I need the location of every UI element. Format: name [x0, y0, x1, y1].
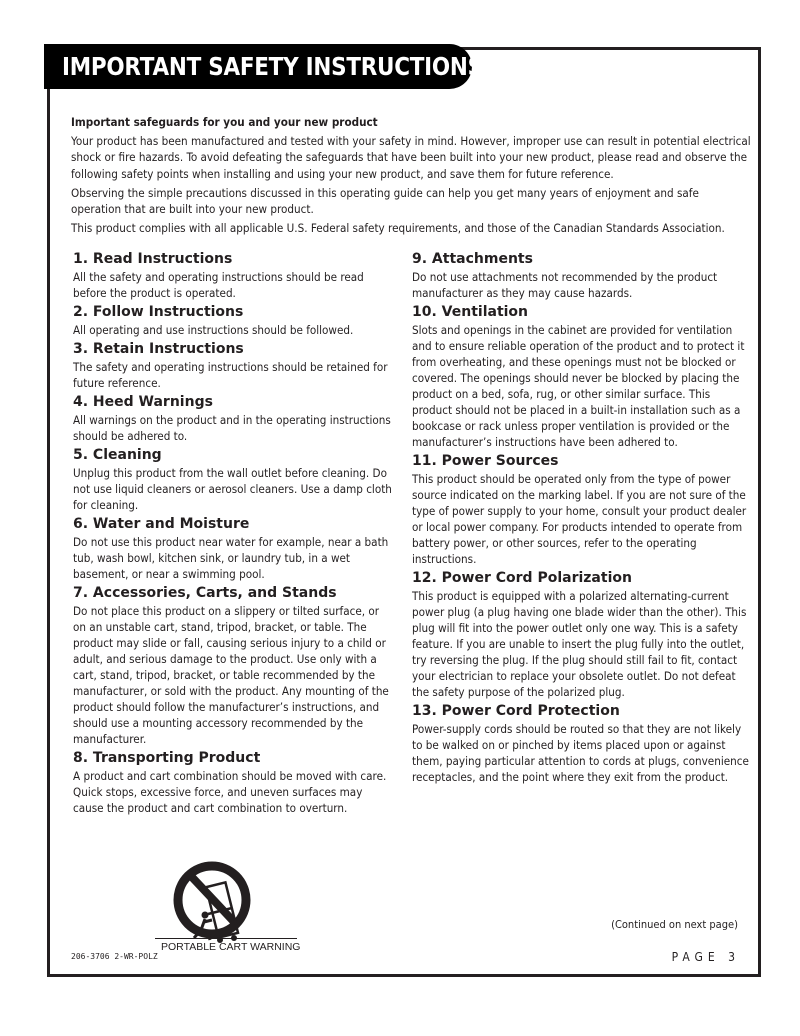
section-body: This product is equipped with a polarized alternating-current power plug (a plug having one blade wider than the other). This plug will fit into the power outlet only one way. This is a safety feature. If you are unable to insert the plug fully into the outlet, try reversing the plug. If the plug should still fail to fit, contact your electrician to replace your obsolete outlet. Do not defeat the safety purpose of the polarized plug.: [412, 589, 747, 699]
page-number: PAGE 3: [671, 950, 740, 964]
continued-note: (Continued on next page): [611, 918, 738, 931]
section-body: All operating and use instructions should be followed.: [73, 323, 354, 337]
section-body: Power-supply cords should be routed so that they are not likely to be walked on or pinched by items placed upon or against them, paying particular attention to cords at plugs, convenience receptacles, and the point where they exit from the product.: [412, 722, 749, 784]
section-title: 9. Attachments: [412, 251, 533, 267]
cart-warning-caption: PORTABLE CART WARNING: [161, 941, 301, 953]
section-body: A product and cart combination should be moved with care. Quick stops, excessive force, and uneven surfaces may cause the product and cart combination to overturn.: [73, 769, 387, 815]
left-column: [73, 249, 393, 817]
section-body: The safety and operating instructions should be retained for future reference.: [73, 360, 388, 390]
intro-paragraph: This product complies with all applicable U.S. Federal safety requirements, and those of the Canadian Standards Association.: [71, 221, 725, 236]
section-read-instructions: [73, 249, 393, 301]
section-body: All the safety and operating instructions should be read before the product is operated.: [73, 270, 364, 300]
section-title: 2. Follow Instructions: [73, 304, 244, 320]
intro-heading: Important safeguards for you and your new product: [71, 115, 378, 129]
document-code: 206-3706 2-WR-POLZ: [71, 952, 158, 961]
section-retain-instructions: [73, 339, 393, 391]
section-title: 8. Transporting Product: [73, 750, 261, 766]
intro-paragraph: Observing the simple precautions discussed in this operating guide can help you get many years of enjoyment and safe operation that are built into your new product.: [71, 185, 699, 217]
section-title: 13. Power Cord Protection: [412, 703, 620, 719]
section-follow-instructions: [73, 302, 393, 338]
section-body: Do not use attachments not recommended by the product manufacturer as they may cause hazards.: [412, 270, 718, 300]
section-body: Slots and openings in the cabinet are provided for ventilation and to ensure reliable operation of the product and to protect it from overheating, and these openings must not be blocked or covered. The openings should never be blocked by placing the product on a bed, sofa, rug, or other similar surface. This product should not be placed in a built-in installation such as a bookcase or rack unless proper ventilation is provided or the manufacturer’s instructions have been adhered to.: [412, 323, 745, 449]
section-title: 3. Retain Instructions: [73, 341, 244, 357]
section-title: 6. Water and Moisture: [73, 516, 250, 532]
section-title: 7. Accessories, Carts, and Stands: [73, 585, 337, 601]
section-body: Unplug this product from the wall outlet before cleaning. Do not use liquid cleaners or aerosol cleaners. Use a damp cloth for cleaning.: [73, 466, 392, 512]
section-title: 12. Power Cord Polarization: [412, 570, 632, 586]
section-cord-polarization: [412, 568, 752, 700]
section-ventilation: [412, 302, 752, 450]
section-transporting: [73, 748, 393, 816]
section-heed-warnings: [73, 392, 393, 444]
section-title: 5. Cleaning: [73, 447, 162, 463]
section-cleaning: [73, 445, 393, 513]
section-title: 1. Read Instructions: [73, 251, 233, 267]
section-title: 4. Heed Warnings: [73, 394, 213, 410]
intro-block: [71, 114, 751, 239]
section-attachments: [412, 249, 752, 301]
section-title: 11. Power Sources: [412, 453, 559, 469]
section-water-moisture: [73, 514, 393, 582]
intro-paragraph: Your product has been manufactured and tested with your safety in mind. However, improper use can result in potential electrical shock or fire hazards. To avoid defeating the safeguards that have been built into your new product, please read and observe the following safety points when installing and using your new product, and save them for future reference.: [71, 134, 751, 181]
section-body: All warnings on the product and in the operating instructions should be adhered to.: [73, 413, 391, 443]
section-title: 10. Ventilation: [412, 304, 529, 320]
section-body: Do not place this product on a slippery or tilted surface, or on an unstable cart, stand, tripod, bracket, or table. The product may slide or fall, causing serious injury to a child or adult, and serious damage to the product. Use only with a cart, stand, tripod, bracket, or table recommended by the manufacturer, or sold with the product. Any mounting of the product should follow the manufacturer’s instructions, and should use a mounting accessory recommended by the manufacturer.: [73, 604, 389, 746]
section-cord-protection: [412, 701, 752, 785]
right-column: [412, 249, 752, 786]
cart-warning-rule: [155, 938, 297, 939]
page-title: IMPORTANT SAFETY INSTRUCTIONS: [62, 52, 483, 81]
section-power-sources: [412, 451, 752, 567]
section-accessories: [73, 583, 393, 747]
section-body: This product should be operated only from the type of power source indicated on the marking label. If you are not sure of the type of power supply to your home, consult your product dealer or local power company. For products intended to operate from battery power, or other sources, refer to the operating instructions.: [412, 472, 747, 566]
section-body: Do not use this product near water for example, near a bath tub, wash bowl, kitchen sink, or laundry tub, in a wet basement, or near a swimming pool.: [73, 535, 389, 581]
